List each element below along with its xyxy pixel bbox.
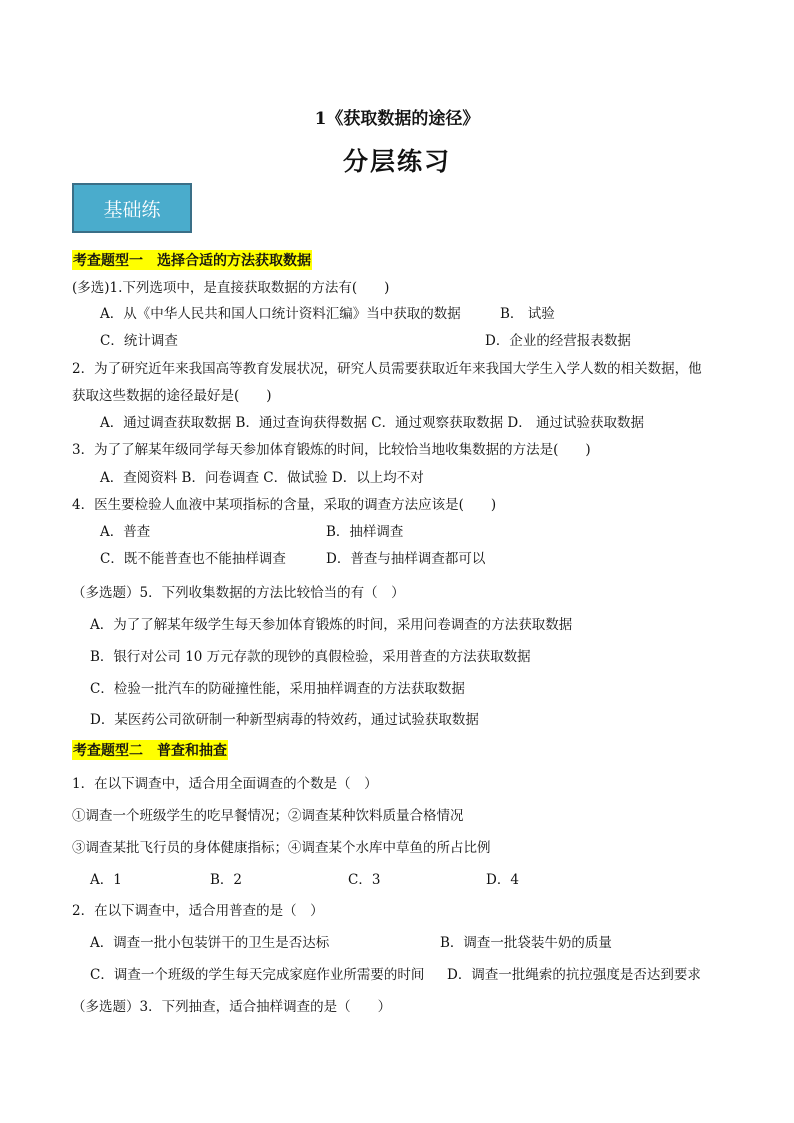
question-2-2-option-a: A．调查一批小包装饼干的卫生是否达标 xyxy=(90,935,330,951)
question-1-2-stem-line1: 2．为了研究近年来我国高等教育发展状况，研究人员需要获取近年来我国大学生入学人数的相关数据，他 xyxy=(72,361,702,377)
document-title: 1《获取数据的途径》 xyxy=(314,109,480,129)
level-badge: 基础练 xyxy=(72,183,192,233)
question-2-1-option-c: C．3 xyxy=(348,872,381,888)
question-2-1-option-b: B．2 xyxy=(210,872,243,888)
question-2-1-option-a: A．1 xyxy=(90,872,122,888)
question-2-2-option-d: D．调查一批绳索的抗拉强度是否达到要求 xyxy=(447,967,701,983)
section-heading-1: 考查题型一 选择合适的方法获取数据 xyxy=(72,250,312,270)
question-1-1-option-a: A．从《中华人民共和国人口统计资料汇编》当中获取的数据 xyxy=(100,306,461,322)
question-1-5-stem: （多选题）5．下列收集数据的方法比较恰当的有（ ） xyxy=(72,585,405,601)
question-2-2-option-c: C．调查一个班级的学生每天完成家庭作业所需要的时间 xyxy=(90,967,425,983)
question-1-2-options: A．通过调查获取数据 B．通过查询获得数据 C．通过观察获取数据 D． 通过试验获取数据 xyxy=(100,415,644,431)
question-2-2-stem: 2．在以下调查中，适合用普查的是（ ） xyxy=(72,903,324,919)
question-1-4-option-d: D．普查与抽样调查都可以 xyxy=(326,551,486,567)
question-2-2-option-b: B．调查一批袋装牛奶的质量 xyxy=(440,935,612,951)
question-2-1-item-line1: ①调查一个班级学生的吃早餐情况；②调查某种饮料质量合格情况 xyxy=(72,808,464,824)
question-1-4-stem: 4．医生要检验人血液中某项指标的含量，采取的调查方法应该是( ) xyxy=(72,497,497,513)
question-1-5-option-c: C．检验一批汽车的防碰撞性能，采用抽样调查的方法获取数据 xyxy=(90,681,465,697)
question-1-1-stem: (多选)1.下列选项中，是直接获取数据的方法有( ) xyxy=(72,280,390,296)
question-1-3-stem: 3．为了了解某年级同学每天参加体育锻炼的时间，比较恰当地收集数据的方法是( ) xyxy=(72,442,591,458)
question-1-4-option-c: C．既不能普查也不能抽样调查 xyxy=(100,551,286,567)
document-subtitle: 分层练习 xyxy=(342,147,451,176)
question-1-5-option-a: A．为了了解某年级学生每天参加体育锻炼的时间，采用问卷调查的方法获取数据 xyxy=(90,617,573,633)
question-2-1-stem: 1．在以下调查中，适合用全面调查的个数是（ ） xyxy=(72,776,378,792)
question-1-3-options: A．查阅资料 B．问卷调查 C．做试验 D．以上均不对 xyxy=(100,470,424,486)
question-1-1-option-d: D．企业的经营报表数据 xyxy=(485,333,631,349)
question-2-3-stem: （多选题）3．下列抽查，适合抽样调查的是（ ） xyxy=(72,999,392,1015)
question-1-4-option-a: A．普查 xyxy=(100,524,151,540)
question-1-2-stem-line2: 获取这些数据的途径最好是( ) xyxy=(72,388,272,404)
section-heading-2: 考查题型二 普查和抽查 xyxy=(72,740,228,760)
question-1-1-option-c: C．统计调查 xyxy=(100,333,178,349)
question-1-4-option-b: B．抽样调查 xyxy=(326,524,404,540)
question-2-1-item-line2: ③调查某批飞行员的身体健康指标；④调查某个水库中草鱼的所占比例 xyxy=(72,840,491,856)
question-2-1-option-d: D．4 xyxy=(486,872,519,888)
question-1-5-option-d: D．某医药公司欲研制一种新型病毒的特效药，通过试验获取数据 xyxy=(90,712,479,728)
question-1-1-option-b: B． 试验 xyxy=(500,306,555,322)
question-1-5-option-b: B．银行对公司 10 万元存款的现钞的真假检验，采用普查的方法获取数据 xyxy=(90,649,531,665)
